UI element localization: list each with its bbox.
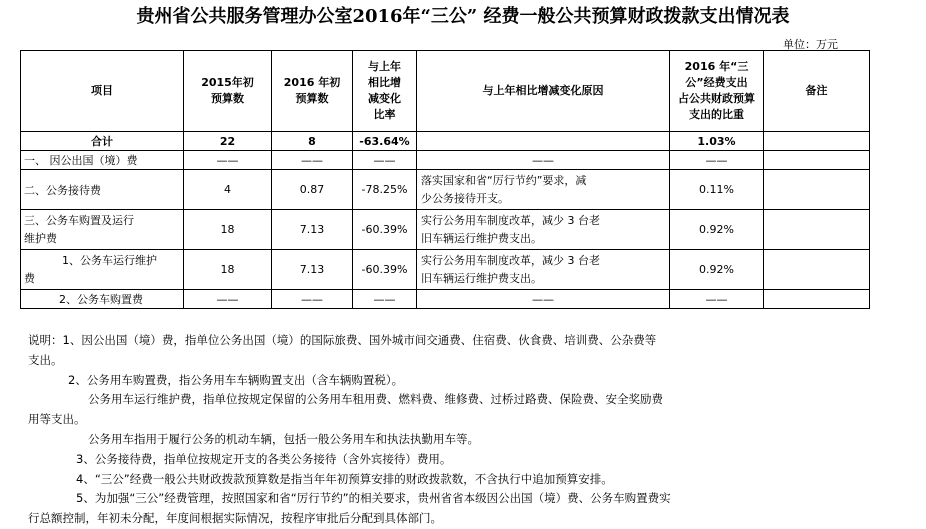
cell-ratio: 1.03% bbox=[670, 132, 764, 151]
header-change-line3: 减变化 bbox=[368, 92, 401, 105]
cell-2016: —— bbox=[272, 290, 353, 309]
reason-line2: 旧车辆运行维护费支出。 bbox=[421, 271, 542, 285]
cell-remark bbox=[764, 250, 870, 290]
header-ratio bbox=[670, 51, 764, 132]
cell-change: -60.39% bbox=[353, 250, 417, 290]
cell-remark bbox=[764, 170, 870, 210]
cell-reason: —— bbox=[417, 290, 670, 309]
cell-2015: 22 bbox=[184, 132, 272, 151]
table-row-vehicle bbox=[21, 210, 870, 250]
cell-name bbox=[21, 250, 184, 290]
cell-remark bbox=[764, 151, 870, 170]
header-2016-line2: 预算数 bbox=[295, 92, 329, 105]
header-change-line4: 比率 bbox=[373, 108, 396, 121]
notes-section bbox=[28, 331, 768, 529]
name-line2: 维护费 bbox=[24, 231, 57, 245]
note-line: 3、公务接待费，指单位按规定开支的各类公务接待（含外宾接待）费用。 bbox=[76, 451, 452, 466]
table-row-vehicle-maintenance bbox=[21, 250, 870, 290]
cell-2015: 18 bbox=[184, 250, 272, 290]
reason-line2: 旧车辆运行维护费支出。 bbox=[421, 231, 542, 245]
cell-ratio: 0.92% bbox=[670, 250, 764, 290]
page-title: 贵州省公共服务管理办公室2016年“三公” 经费一般公共预算财政拨款支出情况表 bbox=[136, 6, 790, 27]
note-line: 公务用车运行维护费，指单位按规定保留的公务用车租用费、燃料费、维修费、过桥过路费、保险费、安全奖励费 bbox=[88, 392, 663, 407]
cell-change: -78.25% bbox=[353, 170, 417, 210]
header-ratio-line2: 公”经费支出 bbox=[685, 76, 748, 89]
cell-reason bbox=[417, 132, 670, 151]
cell-change: -63.64% bbox=[353, 132, 417, 151]
header-ratio-line4: 支出的比重 bbox=[689, 108, 744, 121]
cell-2016: 7.13 bbox=[272, 210, 353, 250]
note-line: 说明：1、因公出国（境）费，指单位公务出国（境）的国际旅费、国外城市间交通费、住宿费、伙食费、培训费、公杂费等 bbox=[28, 333, 657, 347]
header-ratio-line3: 占公共财政预算 bbox=[678, 92, 755, 105]
cell-remark bbox=[764, 210, 870, 250]
header-2015-line1: 2015年初 bbox=[201, 76, 254, 89]
header-change-rate bbox=[353, 51, 417, 132]
unit-label: 单位：万元 bbox=[783, 38, 838, 51]
header-remark: 备注 bbox=[764, 51, 870, 132]
header-2015-line2: 预算数 bbox=[211, 92, 244, 105]
cell-ratio: —— bbox=[670, 151, 764, 170]
cell-2016: 7.13 bbox=[272, 250, 353, 290]
header-ratio-line1: 2016 年“三 bbox=[684, 60, 749, 73]
cell-remark bbox=[764, 290, 870, 309]
table-row-overseas bbox=[21, 151, 870, 170]
cell-reason bbox=[417, 250, 670, 290]
name-line1: 三、公务车购置及运行 bbox=[24, 213, 134, 227]
cell-reason bbox=[417, 210, 670, 250]
cell-name: 二、公务接待费 bbox=[21, 170, 184, 210]
cell-name: 2、公务车购置费 bbox=[21, 290, 184, 309]
cell-ratio: —— bbox=[670, 290, 764, 309]
header-2016-line1: 2016 年初 bbox=[283, 76, 341, 89]
cell-name: 合计 bbox=[21, 132, 184, 151]
header-2015-budget bbox=[184, 51, 272, 132]
cell-2015: —— bbox=[184, 290, 272, 309]
cell-name: 一、 因公出国（境）费 bbox=[21, 151, 184, 170]
table-header-row bbox=[21, 51, 870, 132]
header-item: 项目 bbox=[21, 51, 184, 132]
note-line: 5、为加强“三公”经费管理，按照国家和省“厉行节约”的相关要求，贵州省省本级因公出国（境）费、公务车购置费实 bbox=[76, 491, 671, 506]
header-2016-budget bbox=[272, 51, 353, 132]
cell-change: —— bbox=[353, 151, 417, 170]
cell-2015: 18 bbox=[184, 210, 272, 250]
name-line2: 费 bbox=[24, 271, 35, 285]
reason-line1: 实行公务用车制度改革，减少 3 台老 bbox=[421, 253, 600, 267]
cell-name bbox=[21, 210, 184, 250]
cell-remark bbox=[764, 132, 870, 151]
cell-reason bbox=[417, 170, 670, 210]
note-line: 2、公务用车购置费，指公务用车车辆购置支出（含车辆购置税）。 bbox=[68, 372, 404, 387]
reason-line2: 少公务接待开支。 bbox=[421, 191, 509, 205]
reason-line1: 落实国家和省“厉行节约”要求，减 bbox=[421, 173, 587, 187]
cell-reason: —— bbox=[417, 151, 670, 170]
table-row-total bbox=[21, 132, 870, 151]
cell-2016: —— bbox=[272, 151, 353, 170]
note-line: 4、“三公”经费一般公共财政拨款预算数是指当年年初预算安排的财政拨款数，不含执行中追加预算安排。 bbox=[76, 471, 613, 486]
note-line: 行总额控制，年初未分配，年度间根据实际情况，按程序审批后分配到具体部门。 bbox=[28, 511, 442, 526]
cell-2016: 0.87 bbox=[272, 170, 353, 210]
cell-2015: —— bbox=[184, 151, 272, 170]
table-row-vehicle-purchase bbox=[21, 290, 870, 309]
note-line: 支出。 bbox=[28, 352, 63, 367]
cell-ratio: 0.11% bbox=[670, 170, 764, 210]
header-change-line1: 与上年 bbox=[368, 60, 401, 73]
budget-table bbox=[20, 50, 870, 309]
table-row-reception bbox=[21, 170, 870, 210]
cell-2015: 4 bbox=[184, 170, 272, 210]
header-reason: 与上年相比增减变化原因 bbox=[417, 51, 670, 132]
note-line: 用等支出。 bbox=[28, 412, 86, 427]
name-line1: 1、公务车运行维护 bbox=[62, 253, 157, 267]
reason-line1: 实行公务用车制度改革，减少 3 台老 bbox=[421, 213, 600, 227]
cell-change: —— bbox=[353, 290, 417, 309]
cell-change: -60.39% bbox=[353, 210, 417, 250]
cell-ratio: 0.92% bbox=[670, 210, 764, 250]
cell-2016: 8 bbox=[272, 132, 353, 151]
note-line: 公务用车指用于履行公务的机动车辆，包括一般公务用车和执法执勤用车等。 bbox=[88, 431, 479, 446]
header-change-line2: 相比增 bbox=[368, 76, 401, 89]
